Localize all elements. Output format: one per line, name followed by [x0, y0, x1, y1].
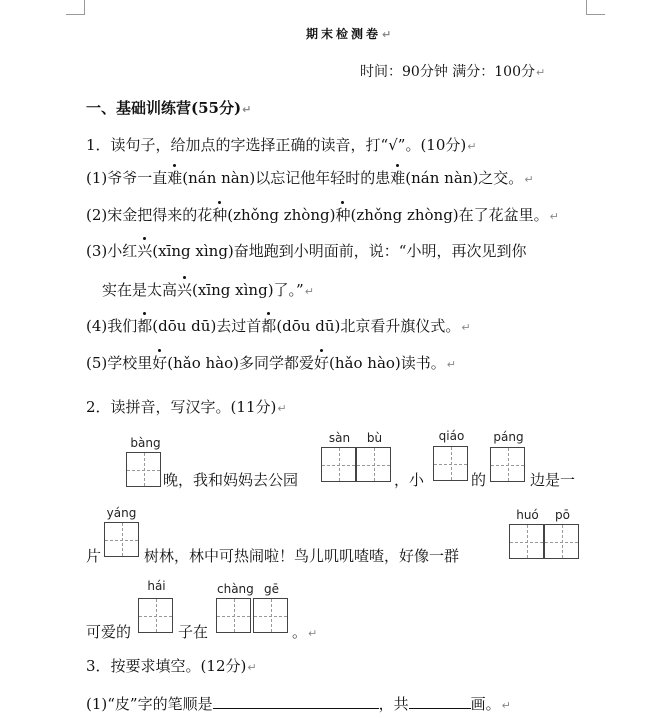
q3-item-1: (1)“皮”字的笔顺是 ，共 画。↵ [86, 695, 511, 713]
q2-text-2: ，小 [394, 471, 425, 489]
char-box[interactable] [356, 447, 391, 482]
pinyin-hai: hái [147, 579, 166, 593]
pinyin-ge: gē [264, 582, 279, 596]
crop-mark-right-v [586, 0, 587, 14]
q1-prompt: 1．读句子，给加点的字选择正确的读音，打“√”。(10分)↵ [86, 136, 477, 154]
page-title: 期末检测卷↵ [306, 27, 395, 41]
crop-mark-left-v [84, 0, 85, 14]
dotted-char: 种 [335, 206, 351, 224]
pinyin-yang: yáng [106, 506, 137, 520]
q2-text-4: 边是一 [530, 471, 576, 489]
answer-blank-strokes[interactable] [213, 693, 379, 709]
q2-text-3: 的 [471, 471, 487, 489]
q2-prompt: 2．读拼音，写汉字。(11分)↵ [86, 398, 287, 416]
answer-blank-count[interactable] [409, 693, 471, 709]
dotted-char: 都 [261, 317, 277, 335]
q1-item-2: (2)宋金把得来的花种(zhǒng zhòng)种(zhǒng zhòng)在了花盆里。↵ [86, 206, 559, 224]
q1-item-1: (1)爷爷一直难(nán nàn)以忘记他年轻时的患难(nán nàn)之交。↵ [86, 169, 534, 187]
q1-item-3: (3)小红兴(xīng xìng)奋地跑到小明面前，说：“小明，再次见到你 [86, 242, 527, 260]
dotted-char: 种 [212, 206, 228, 224]
pinyin-huo: huó [516, 508, 539, 522]
q2-text-5: 片 [86, 547, 102, 565]
q1-item-3-cont: 实在是太高兴(xīng xìng)了。”↵ [102, 281, 314, 299]
crop-mark-left-h [66, 14, 85, 15]
q2-text-8: 子在 [178, 623, 209, 641]
char-box[interactable] [104, 522, 139, 557]
char-box[interactable] [544, 524, 579, 559]
q2-text-6: 树林，林中可热闹啦！鸟儿叽叽喳喳，好像一群 [144, 547, 460, 565]
section-heading: 一、基础训练营(55分)↵ [86, 99, 252, 117]
char-box[interactable] [321, 447, 356, 482]
q3-prompt: 3．按要求填空。(12分)↵ [86, 657, 257, 675]
char-box[interactable] [216, 598, 251, 633]
char-box[interactable] [433, 446, 468, 481]
pinyin-bang: bàng [130, 436, 161, 450]
dotted-char: 好 [314, 354, 330, 372]
pinyin-po: pō [555, 508, 570, 522]
dotted-char: 好 [152, 354, 168, 372]
pinyin-bu: bù [366, 431, 383, 445]
char-box[interactable] [490, 447, 525, 482]
char-box[interactable] [509, 524, 544, 559]
q1-item-4: (4)我们都(dōu dū)去过首都(dōu dū)北京看升旗仪式。↵ [86, 317, 471, 335]
q2-text-1: 晚，我和妈妈去公园 [163, 471, 299, 489]
pinyin-pang: páng [493, 430, 524, 444]
dotted-char: 兴 [177, 281, 193, 299]
dotted-char: 兴 [137, 242, 153, 260]
crop-mark-right-h [586, 14, 605, 15]
char-box[interactable] [138, 598, 173, 633]
dotted-char: 都 [137, 317, 153, 335]
dotted-char: 难 [390, 169, 406, 187]
char-box[interactable] [253, 598, 288, 633]
q2-text-7: 可爱的 [86, 623, 132, 641]
pinyin-chang: chàng [217, 582, 254, 596]
char-box[interactable] [126, 452, 161, 487]
q2-text-9: 。↵ [292, 623, 318, 641]
q1-item-5: (5)学校里好(hǎo hào)多同学都爱好(hǎo hào)读书。↵ [86, 354, 456, 372]
dotted-char: 难 [167, 169, 183, 187]
pinyin-san: sàn [328, 431, 351, 445]
time-score-line: 时间：90分钟 满分：100分↵ [360, 64, 546, 80]
pinyin-qiao: qiáo [438, 429, 465, 443]
